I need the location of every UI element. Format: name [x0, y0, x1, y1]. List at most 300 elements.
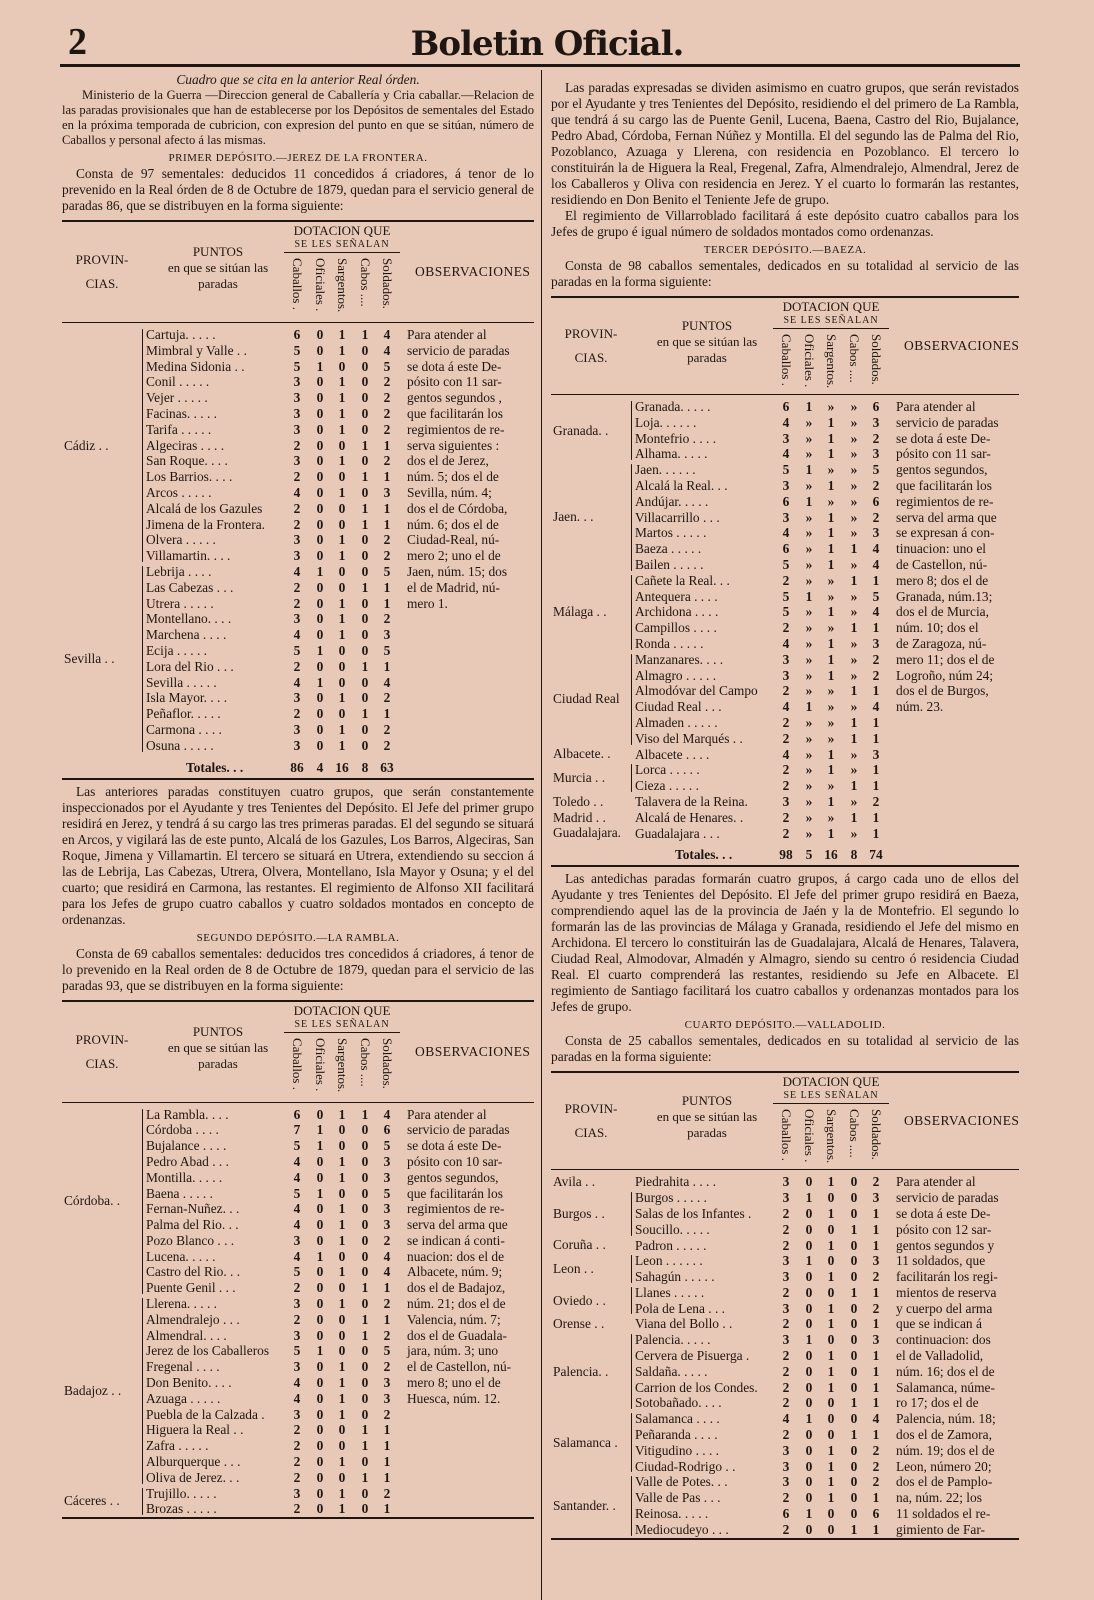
- count-oficiales: 0: [316, 1327, 324, 1343]
- count-soldados: 4: [872, 556, 880, 572]
- province-name: Santander. .: [553, 1498, 616, 1514]
- observation-line: se dota á este De-: [896, 1205, 991, 1221]
- count-cabos: 0: [361, 1185, 369, 1201]
- observation-line: servicio de paradas: [896, 414, 999, 430]
- parada-place: Padron . . . . .: [635, 1237, 707, 1253]
- count-caballos: 2: [293, 1438, 301, 1454]
- header-dotacion: [284, 1004, 400, 1033]
- count-sargentos: 1: [827, 793, 835, 809]
- count-caballos: 6: [293, 1106, 301, 1122]
- count-caballos: 3: [782, 667, 790, 683]
- table-row: [62, 1422, 534, 1438]
- header-oficiales: Oficiales .: [313, 1037, 328, 1091]
- count-oficiales: 1: [316, 358, 324, 374]
- header-dotacion-sub: SE LES SEÑALAN: [294, 239, 390, 250]
- parada-place: Baeza . . . . .: [635, 541, 702, 557]
- depot-3-summary: Las antedichas paradas formarán cuatro grupos, á cargo cada uno de ellos del Ayudante y tres Tenientes del Depósito. El Jefe del primer grupo residirá en Baeza, comprendiendo aquel las de la provincia de Jaén y la de Montefrio. El segundo lo formarán las de las provincias de Málaga y Granada, residiendo el Jefe del mismo en Archidona. El tercero lo constituirán las de Guadalajara, Alcalá de Henares, Talavera, Ciudad Real, Almodovar, Almadén y Almagro, siendo su centro ó residencia Ciudad Real. El cuarto comprenderá las restantes, residiendo su Jefe en Albacete. El regimiento de Santiago facilitará los cuatro caballos y ordenanzas montados para los Jefes de grupo.: [551, 871, 1019, 1015]
- observation-line: el de Valladolid,: [896, 1348, 984, 1364]
- depot-3-heading: TERCER DEPÓSITO.—BAEZA.: [703, 244, 867, 256]
- province-name: Badajoz . .: [64, 1382, 122, 1398]
- header-puntos-b: en que se sitúan las: [167, 1039, 269, 1055]
- count-caballos: 3: [782, 651, 790, 667]
- count-sargentos: 1: [338, 611, 346, 627]
- depot-2-table: [62, 1000, 534, 1520]
- count-cabos: 0: [361, 563, 369, 579]
- observation-line: pósito con 12 sar-: [896, 1221, 992, 1237]
- header-dotacion-title: DOTACION QUE: [782, 1074, 880, 1090]
- count-oficiales: 0: [316, 737, 324, 753]
- count-sargentos: 0: [338, 1248, 346, 1264]
- parada-place: Talavera de la Reina.: [635, 793, 748, 809]
- count-oficiales: 1: [805, 1332, 813, 1348]
- count-sargentos: 1: [827, 1205, 835, 1221]
- count-oficiales: 0: [316, 1375, 324, 1391]
- data-table: [551, 1071, 1019, 1539]
- count-soldados: 1: [383, 1311, 391, 1327]
- count-oficiales: »: [805, 541, 813, 557]
- ministry-line: Ministerio de la Guerra —Direccion general de Caballería y Cria caballar.—Relacion de las paradas provisionales que han de establecerse por los Depósitos de sementales del Estado en la próxima temporada de cubricion, con expresion del punto en que se sitúan, número de Caballos y personal afecto á las mismas.: [62, 88, 534, 147]
- count-oficiales: 0: [316, 548, 324, 564]
- count-soldados: 4: [383, 1248, 391, 1264]
- count-caballos: 2: [293, 658, 301, 674]
- count-soldados: 5: [383, 358, 391, 374]
- parada-place: Llerena. . . . .: [146, 1296, 218, 1312]
- count-oficiales: 0: [805, 1205, 813, 1221]
- parada-place: San Roque. . . .: [146, 453, 228, 469]
- count-oficiales: »: [805, 556, 813, 572]
- depot-4-intro: Consta de 25 caballos sementales, dedicados en su totalidad al servicio de las paradas en la forma siguiente:: [551, 1033, 1019, 1065]
- count-caballos: 2: [293, 469, 301, 485]
- parada-place: Granada. . . . .: [635, 399, 711, 414]
- count-oficiales: 1: [805, 1190, 813, 1206]
- count-sargentos: 0: [827, 1427, 835, 1443]
- count-cabos: 1: [361, 500, 369, 516]
- count-soldados: 2: [872, 1458, 880, 1474]
- count-caballos: 5: [782, 604, 790, 620]
- observation-line: pósito con 11 sar-: [407, 374, 502, 390]
- count-sargentos: »: [827, 778, 835, 794]
- count-soldados: 1: [872, 1205, 880, 1221]
- count-soldados: 1: [872, 778, 880, 794]
- table-row: [62, 1438, 534, 1454]
- province-group: [551, 747, 1019, 763]
- count-soldados: 3: [872, 635, 880, 651]
- count-oficiales: 0: [316, 595, 324, 611]
- parada-place: Albacete . . . .: [635, 746, 710, 762]
- count-soldados: 1: [872, 1348, 880, 1364]
- observation-line: Sevilla, núm. 4;: [407, 484, 492, 500]
- total-sargentos: 16: [335, 759, 349, 775]
- count-sargentos: »: [827, 462, 835, 478]
- count-soldados: 1: [383, 516, 391, 532]
- column-divider: [541, 70, 542, 1600]
- table-row: [62, 706, 534, 722]
- count-soldados: 1: [872, 762, 880, 778]
- count-caballos: 2: [293, 500, 301, 516]
- observation-line: regimientos de re-: [407, 421, 505, 437]
- header-cabos: Cabos ....: [358, 258, 373, 307]
- count-cabos: »: [850, 462, 858, 478]
- count-cabos: 0: [850, 1316, 858, 1332]
- depot-2-summary: Las paradas expresadas se dividen asimismo en cuatro grupos, que serán revistados por el Ayudante y tres Tenientes del Depósito, residiendo el del primero de La Rambla, que tendrá á su cargo las de Puente Genil, Lucena, Baena, Castro del Rio, Bujalance, Pedro Abad, Córdoba, Fernan Núñez y Montilla. El del segundo las de Palma del Rio, Pozoblanco, Azuaga y Llerena, con residencia en Pozoblanco. El tercero lo constituirán la de Higuera la Real, Fregenal, Zafra, Almendralejo, Almendral, Jerez de los Caballeros y Oliva con residencia en Jerez. Y el cuarto lo formarán las restantes, residiendo en Don Benito el Teniente Jefe de grupo.: [551, 80, 1019, 207]
- count-caballos: 3: [293, 548, 301, 564]
- parada-place: Vejer . . . . .: [146, 390, 208, 406]
- count-sargentos: 1: [338, 327, 346, 342]
- parada-place: Guadalajara . . .: [635, 825, 720, 841]
- count-oficiales: »: [805, 746, 813, 762]
- count-soldados: 2: [872, 1300, 880, 1316]
- count-soldados: 1: [383, 1469, 391, 1485]
- count-oficiales: 0: [316, 453, 324, 469]
- count-cabos: 1: [850, 1521, 858, 1537]
- count-sargentos: 0: [338, 579, 346, 595]
- count-soldados: 4: [872, 541, 880, 557]
- count-oficiales: 0: [805, 1269, 813, 1285]
- count-cabos: 0: [361, 1169, 369, 1185]
- parada-place: Los Barrios. . . .: [146, 469, 233, 485]
- totals-row: [62, 758, 534, 778]
- header-puntos-a: PUNTOS: [192, 244, 244, 259]
- parada-place: Salamanca . . . .: [635, 1411, 720, 1427]
- count-cabos: 0: [361, 627, 369, 643]
- count-soldados: 3: [383, 1375, 391, 1391]
- count-oficiales: 0: [805, 1237, 813, 1253]
- count-caballos: 4: [293, 1153, 301, 1169]
- count-sargentos: 0: [338, 1122, 346, 1138]
- header-observaciones: OBSERVACIONES: [415, 1043, 531, 1059]
- page-title: Boletin Oficial.: [410, 24, 684, 64]
- count-cabos: 0: [361, 737, 369, 753]
- header-dotacion: [773, 1075, 889, 1104]
- header-dotacion-title: DOTACION QUE: [293, 223, 391, 238]
- parada-place: Archidona . . . .: [635, 604, 719, 620]
- count-oficiales: 0: [805, 1316, 813, 1332]
- count-soldados: 1: [872, 683, 880, 699]
- count-cabos: 1: [361, 658, 369, 674]
- count-oficiales: 1: [316, 1138, 324, 1154]
- count-soldados: 1: [872, 1316, 880, 1332]
- depot-1-heading: PRIMER DEPÓSITO.—JEREZ DE LA FRONTERA.: [168, 152, 428, 164]
- count-caballos: 6: [782, 1506, 790, 1522]
- count-oficiales: 0: [316, 611, 324, 627]
- parada-place: Olvera . . . . .: [146, 532, 216, 548]
- count-cabos: 0: [850, 1411, 858, 1427]
- count-caballos: 2: [782, 1427, 790, 1443]
- count-caballos: 2: [782, 1348, 790, 1364]
- depot-1-summary: Las anteriores paradas constituyen cuatro grupos, que serán constantemente inspeccionados por el Ayudante y tres Tenientes del Depósito. El Jefe del primer grupo residirá en Jerez, y tendrá á su cargo las tres primeras paradas. El del segundo se situará en Arcos, y vigilará las de este punto, Alcalá de los Gazules, Los Barros, Algeciras, San Roque, Jimena y Villamartin. El tercero se situará en Utrera, extendiendo su seccion á las de Lebrija, Las Cabezas, Utrera, Olvera, Montellano, Isla Mayor y Osuna; y el del cuarto; que residirá en Carmona, las restantes. El regimiento de Alfonso XII facilitará para los Jefes de grupo cuatro caballos y cuatro soldados montados en concepto de ordenanzas.: [62, 783, 534, 927]
- count-cabos: 1: [361, 1327, 369, 1343]
- header-provincias-a: PROVIN-: [564, 1101, 618, 1117]
- count-sargentos: 1: [338, 1169, 346, 1185]
- count-sargentos: 1: [338, 1390, 346, 1406]
- total-cabos: 8: [361, 759, 369, 775]
- count-oficiales: 0: [316, 1438, 324, 1454]
- count-soldados: 2: [872, 1269, 880, 1285]
- count-caballos: 3: [293, 532, 301, 548]
- count-oficiales: 0: [316, 1390, 324, 1406]
- count-sargentos: 1: [827, 1474, 835, 1490]
- table-row: [551, 762, 1019, 778]
- count-soldados: 1: [872, 714, 880, 730]
- observation-line: dos el de Burgos,: [896, 683, 989, 699]
- parada-place: Don Benito. . . .: [146, 1375, 232, 1391]
- count-cabos: 0: [361, 548, 369, 564]
- count-cabos: »: [850, 493, 858, 509]
- count-soldados: 3: [383, 1390, 391, 1406]
- count-oficiales: 1: [316, 642, 324, 658]
- observation-line: Logroño, núm 24;: [896, 667, 994, 683]
- parada-place: Lucena. . . . .: [146, 1248, 216, 1264]
- observation-line: serva siguientes :: [407, 437, 500, 453]
- count-soldados: 1: [383, 437, 391, 453]
- header-soldados: Soldados.: [380, 258, 395, 309]
- total-caballos: 98: [779, 847, 793, 863]
- count-oficiales: 0: [316, 1232, 324, 1248]
- count-caballos: 4: [293, 563, 301, 579]
- header-provincias-b: CIAS.: [574, 1125, 608, 1141]
- header-sargentos: Sargentos.: [335, 258, 350, 313]
- count-sargentos: 1: [827, 525, 835, 541]
- count-oficiales: 0: [316, 1359, 324, 1375]
- parada-place: Loja. . . . . .: [635, 414, 697, 430]
- count-sargentos: 1: [827, 651, 835, 667]
- count-soldados: 4: [383, 1106, 391, 1122]
- observation-line: mero 8; dos el de: [896, 572, 989, 588]
- count-soldados: 3: [872, 1332, 880, 1348]
- count-sargentos: 1: [338, 421, 346, 437]
- parada-place: Villacarrillo . . .: [635, 509, 720, 525]
- count-oficiales: 0: [316, 721, 324, 737]
- header-provincias: [555, 1097, 627, 1145]
- count-sargentos: 1: [338, 1106, 346, 1122]
- province-group: [551, 826, 1019, 842]
- parada-place: Pozo Blanco . . .: [146, 1232, 235, 1248]
- cuadro-heading: Cuadro que se cita en la anterior Real órden.: [176, 72, 420, 87]
- count-caballos: 3: [782, 1458, 790, 1474]
- parada-place: La Rambla. . . .: [146, 1106, 229, 1122]
- observation-line: serva del arma que: [896, 509, 997, 525]
- count-sargentos: 1: [338, 390, 346, 406]
- count-cabos: »: [850, 525, 858, 541]
- count-caballos: 3: [293, 611, 301, 627]
- parada-place: Peñaflor. . . . .: [146, 706, 221, 722]
- count-oficiales: 0: [316, 1280, 324, 1296]
- count-caballos: 2: [782, 683, 790, 699]
- count-oficiales: 1: [316, 674, 324, 690]
- parada-place: Montefrio . . . .: [635, 430, 717, 446]
- observation-line: Para atender al: [896, 1174, 976, 1190]
- count-cabos: »: [850, 399, 858, 414]
- count-cabos: 1: [361, 1280, 369, 1296]
- province-group: [551, 810, 1019, 826]
- header-caballos: Caballos .: [779, 1109, 794, 1162]
- count-soldados: 2: [872, 667, 880, 683]
- count-oficiales: 0: [805, 1284, 813, 1300]
- count-oficiales: 0: [316, 405, 324, 421]
- count-caballos: 5: [782, 588, 790, 604]
- header-caballos: Caballos .: [290, 258, 305, 310]
- observation-line: mero 11; dos el de: [896, 651, 995, 667]
- parada-place: Higuera la Real . .: [146, 1422, 244, 1438]
- count-sargentos: 0: [827, 1395, 835, 1411]
- count-sargentos: 1: [338, 1501, 346, 1517]
- count-caballos: 6: [293, 327, 301, 342]
- count-cabos: »: [850, 446, 858, 462]
- count-cabos: 0: [361, 1375, 369, 1391]
- left-column: [62, 72, 534, 1523]
- count-caballos: 4: [782, 446, 790, 462]
- header-provincias-b: CIAS.: [85, 1055, 119, 1071]
- count-soldados: 2: [872, 793, 880, 809]
- data-table: [62, 220, 534, 780]
- parada-place: Azuaga . . . . .: [146, 1390, 221, 1406]
- parada-place: Alburquerque . . .: [146, 1454, 241, 1470]
- count-sargentos: 1: [827, 1316, 835, 1332]
- observation-line: dos el de Jerez,: [407, 453, 489, 469]
- table-row: [62, 627, 534, 643]
- count-oficiales: 1: [805, 1411, 813, 1427]
- count-caballos: 2: [293, 437, 301, 453]
- count-soldados: 1: [872, 1427, 880, 1443]
- count-cabos: 0: [850, 1363, 858, 1379]
- parada-place: Palma del Rio. . .: [146, 1217, 239, 1233]
- count-oficiales: 1: [316, 1343, 324, 1359]
- table-row: [551, 747, 1019, 763]
- count-sargentos: 1: [827, 1174, 835, 1190]
- count-oficiales: »: [805, 414, 813, 430]
- parada-place: Jerez de los Caballeros: [146, 1343, 270, 1359]
- count-oficiales: »: [805, 446, 813, 462]
- count-sargentos: »: [827, 714, 835, 730]
- count-caballos: 3: [293, 1327, 301, 1343]
- count-caballos: 4: [293, 674, 301, 690]
- parada-place: Medina Sidonia . .: [146, 358, 245, 374]
- count-soldados: 2: [383, 721, 391, 737]
- count-caballos: 2: [293, 1311, 301, 1327]
- province-name: Granada. .: [553, 422, 609, 438]
- count-sargentos: 0: [827, 1332, 835, 1348]
- header-dotacion-title: DOTACION QUE: [782, 299, 880, 314]
- count-soldados: 2: [383, 548, 391, 564]
- parada-place: Córdoba . . . .: [146, 1122, 219, 1138]
- count-sargentos: 1: [827, 1269, 835, 1285]
- count-oficiales: »: [805, 825, 813, 841]
- count-sargentos: 0: [338, 563, 346, 579]
- count-soldados: 2: [383, 453, 391, 469]
- count-cabos: 0: [361, 358, 369, 374]
- count-caballos: 6: [782, 493, 790, 509]
- table-row: [551, 715, 1019, 731]
- count-cabos: 0: [850, 1190, 858, 1206]
- parada-place: Marchena . . . .: [146, 627, 227, 643]
- count-caballos: 3: [293, 390, 301, 406]
- parada-place: Pola de Lena . . .: [635, 1300, 725, 1316]
- parada-place: Carrion de los Condes.: [635, 1379, 758, 1395]
- observation-line: que facilitarán los: [896, 477, 992, 493]
- header-puntos-b: en que se sitúan las: [167, 260, 269, 275]
- count-sargentos: 1: [827, 414, 835, 430]
- count-cabos: 1: [850, 1427, 858, 1443]
- observation-line: dos el de Guadala-: [407, 1327, 508, 1343]
- count-soldados: 5: [872, 462, 880, 478]
- count-cabos: 0: [361, 405, 369, 421]
- province-name: Córdoba. .: [64, 1193, 121, 1209]
- parada-place: Oliva de Jerez. . .: [146, 1469, 240, 1485]
- count-soldados: 2: [872, 1474, 880, 1490]
- count-sargentos: 1: [338, 342, 346, 358]
- parada-place: Lorca . . . . .: [635, 762, 700, 778]
- count-soldados: 1: [383, 595, 391, 611]
- count-cabos: 0: [361, 1248, 369, 1264]
- count-soldados: 1: [383, 1454, 391, 1470]
- count-sargentos: 0: [338, 642, 346, 658]
- count-soldados: 1: [872, 1395, 880, 1411]
- count-cabos: »: [850, 762, 858, 778]
- observation-line: Albacete, núm. 9;: [407, 1264, 503, 1280]
- count-sargentos: 1: [827, 509, 835, 525]
- count-cabos: 0: [850, 1474, 858, 1490]
- count-soldados: 4: [383, 342, 391, 358]
- parada-place: Vitigudino . . . .: [635, 1442, 720, 1458]
- count-caballos: 3: [782, 1269, 790, 1285]
- count-oficiales: 1: [316, 563, 324, 579]
- table-row: [62, 1501, 534, 1517]
- province-name: Murcia . .: [553, 770, 606, 786]
- count-soldados: 4: [383, 327, 391, 342]
- count-caballos: 2: [782, 1205, 790, 1221]
- count-soldados: 1: [872, 809, 880, 825]
- count-oficiales: 0: [316, 484, 324, 500]
- depot-3-intro: Consta de 98 caballos sementales, dedicados en su totalidad al servicio de las paradas en la forma siguiente:: [551, 258, 1019, 289]
- count-caballos: 3: [293, 453, 301, 469]
- observation-line: núm. 21; dos el de: [407, 1296, 506, 1312]
- header-rule: [60, 64, 1020, 67]
- count-soldados: 6: [872, 493, 880, 509]
- count-soldados: 3: [872, 1190, 880, 1206]
- count-oficiales: »: [805, 778, 813, 794]
- count-cabos: 0: [850, 1253, 858, 1269]
- count-cabos: 1: [850, 730, 858, 746]
- observation-line: de Castellon, nú-: [896, 556, 988, 572]
- count-oficiales: 1: [805, 588, 813, 604]
- parada-place: Alcalá la Real. . .: [635, 477, 728, 493]
- header-sargentos: Sargentos.: [824, 1109, 839, 1164]
- count-soldados: 1: [872, 1237, 880, 1253]
- count-cabos: 1: [850, 1221, 858, 1237]
- header-puntos-b: en que se sitúan las: [656, 1109, 758, 1125]
- count-oficiales: 0: [316, 1217, 324, 1233]
- observation-line: servicio de paradas: [407, 1122, 510, 1138]
- observation-line: servicio de paradas: [896, 1190, 999, 1206]
- observation-line: que facilitarán los: [407, 1185, 503, 1201]
- parada-place: Fregenal . . . .: [146, 1359, 220, 1375]
- count-cabos: 0: [850, 1490, 858, 1506]
- depot-2-heading: SEGUNDO DEPÓSITO.—LA RAMBLA.: [196, 931, 400, 944]
- count-sargentos: 1: [827, 604, 835, 620]
- parada-place: Carmona . . . .: [146, 721, 222, 737]
- parada-place: Campillos . . . .: [635, 620, 717, 636]
- count-caballos: 2: [293, 1469, 301, 1485]
- province-name: Oviedo . .: [553, 1292, 606, 1308]
- parada-place: Puente Genil . . .: [146, 1280, 236, 1296]
- count-caballos: 5: [293, 1185, 301, 1201]
- count-caballos: 5: [293, 642, 301, 658]
- count-cabos: »: [850, 667, 858, 683]
- count-cabos: 0: [850, 1379, 858, 1395]
- count-caballos: 5: [293, 342, 301, 358]
- observation-line: mero 1.: [407, 595, 448, 611]
- header-oficiales: Oficiales .: [802, 334, 817, 388]
